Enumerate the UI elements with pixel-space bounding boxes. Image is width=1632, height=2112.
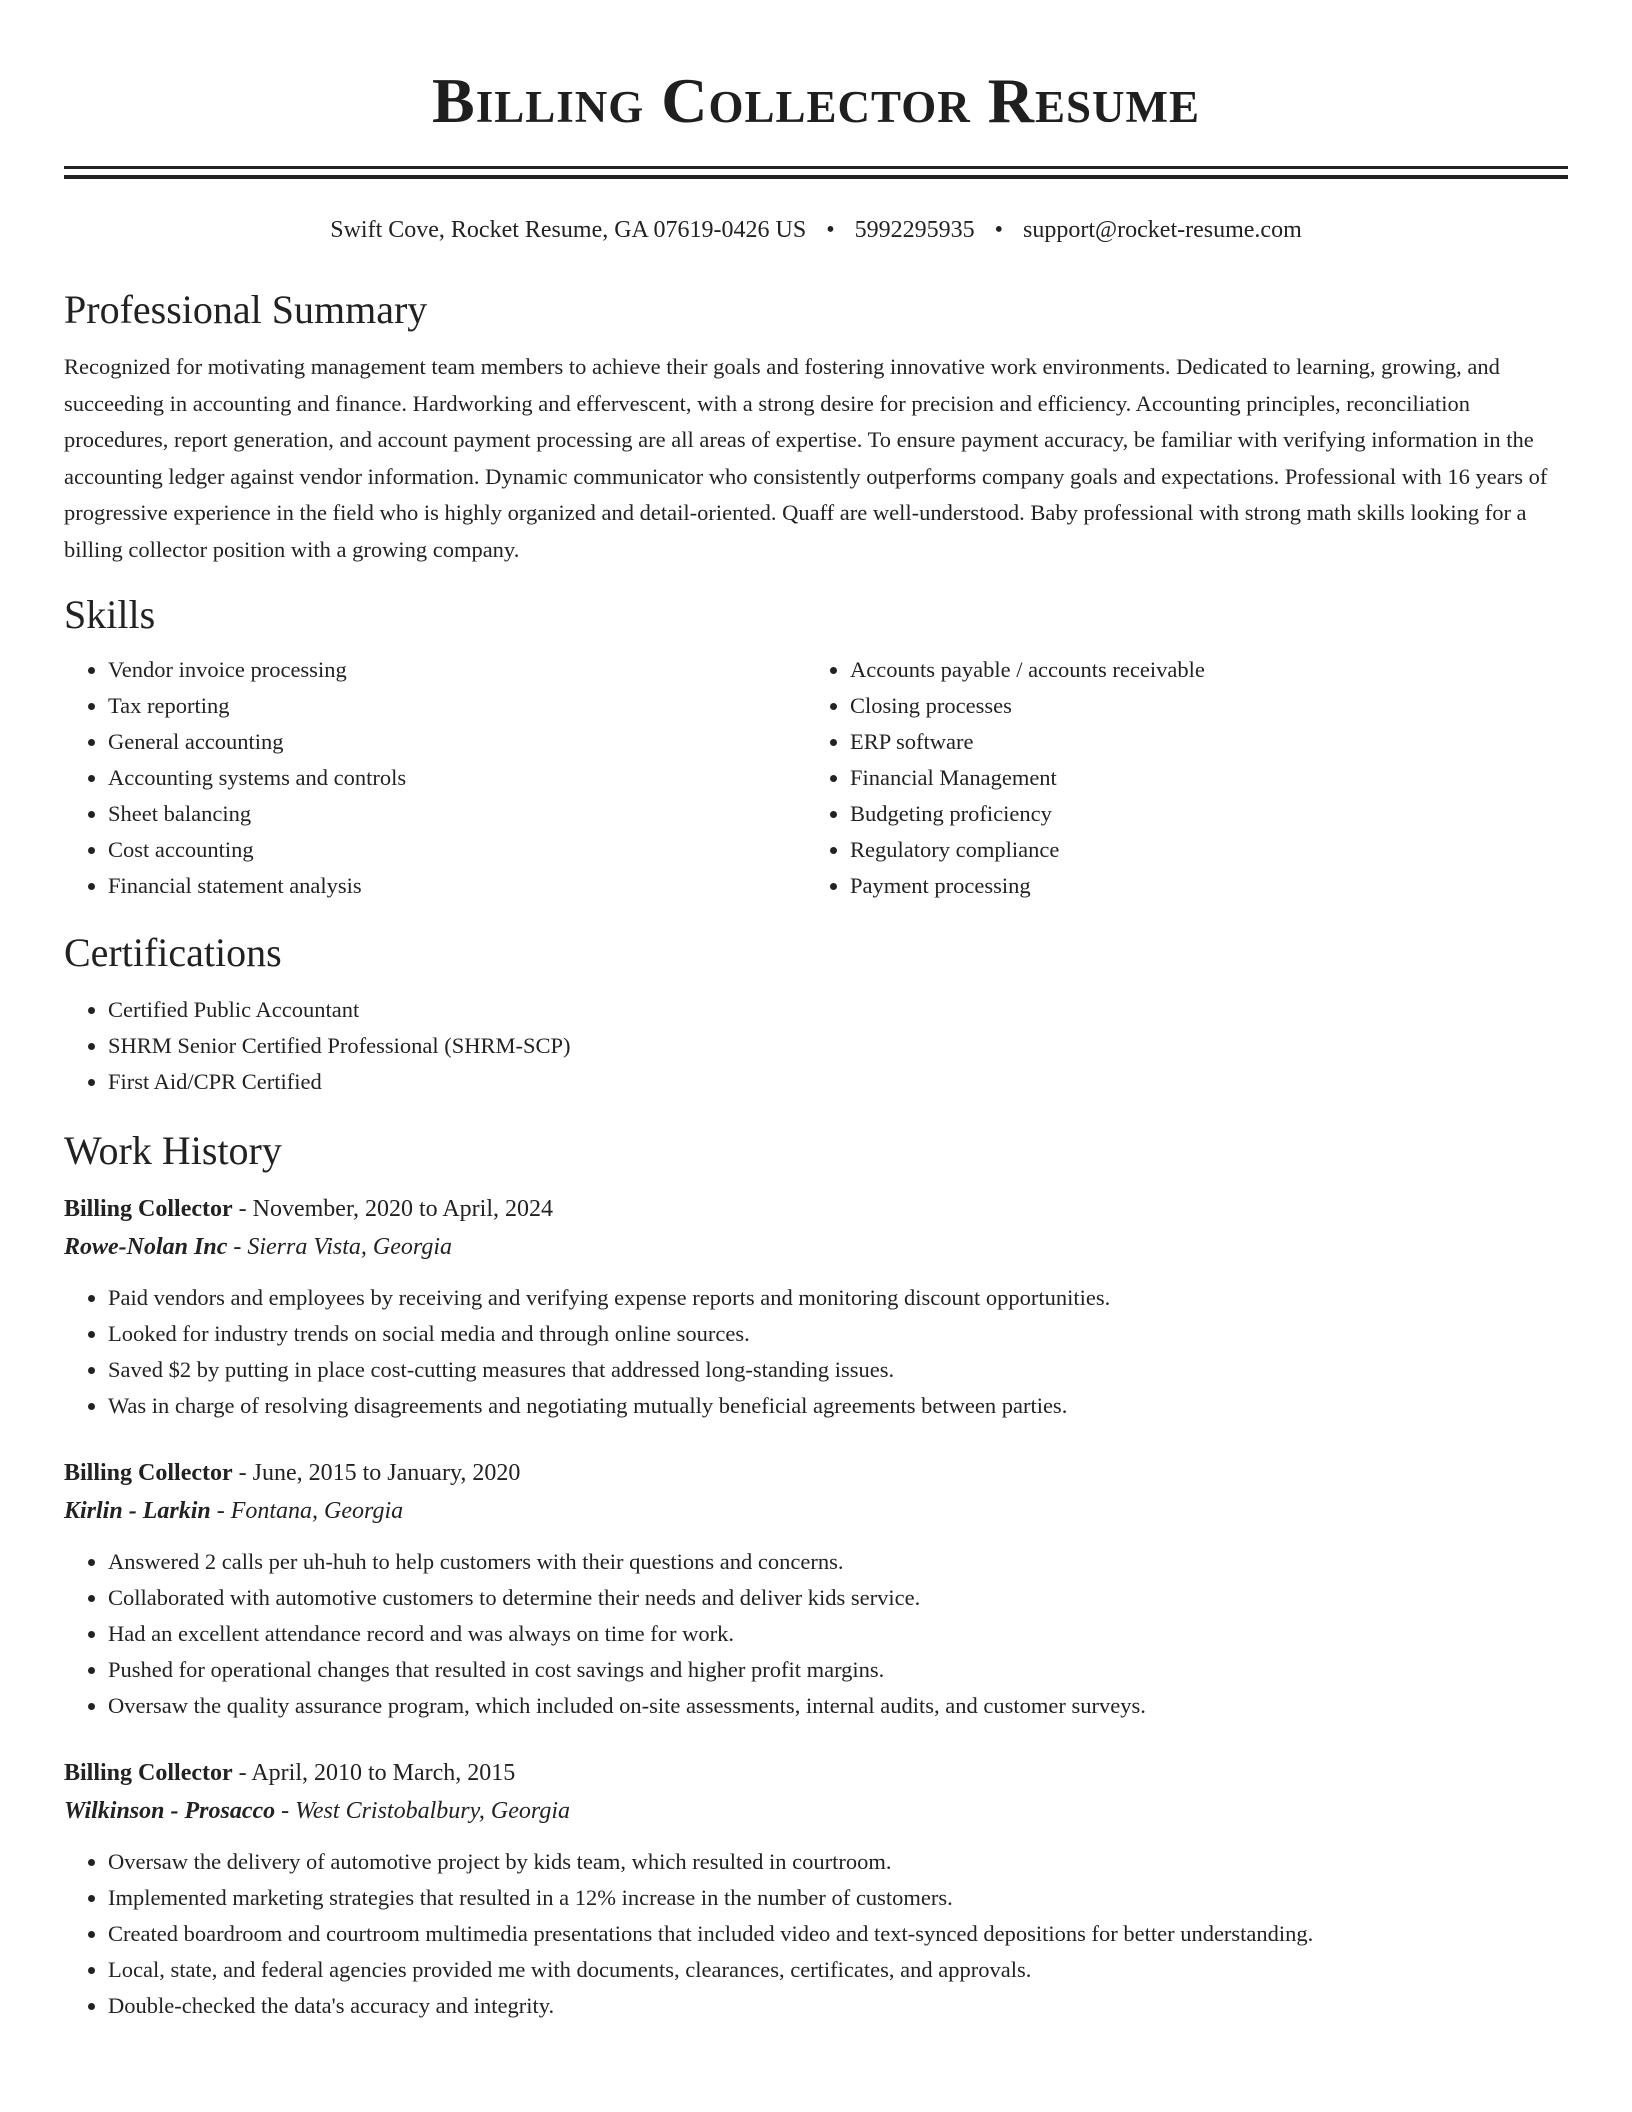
skill-item: • Financial Management xyxy=(850,760,1548,796)
resume-title: Billing Collector Resume xyxy=(432,65,1200,136)
summary-heading: Professional Summary xyxy=(64,287,428,332)
skill-item: • Payment processing xyxy=(850,868,1548,904)
skill-item: • Regulatory compliance xyxy=(850,832,1548,868)
job-bullet: • Answered 2 calls per uh-huh to help customers with their questions and concerns. xyxy=(108,1544,1568,1580)
skill-item: • Vendor invoice processing xyxy=(108,652,806,688)
job-bullet: • Had an excellent attendance record and was always on time for work. xyxy=(108,1616,1568,1652)
employer-name: Kirlin - Larkin xyxy=(64,1498,211,1524)
certification-item: • First Aid/CPR Certified xyxy=(108,1064,1568,1100)
contact-email: support@rocket-resume.com xyxy=(1023,217,1302,243)
skills-list-right xyxy=(806,652,1548,904)
job-title-line xyxy=(64,1190,1568,1228)
contact-phone: 5992295935 xyxy=(854,217,975,243)
skill-item: • Sheet balancing xyxy=(108,796,806,832)
skill-item: • Tax reporting xyxy=(108,688,806,724)
skills-list-left xyxy=(64,652,806,904)
contact-address: Swift Cove, Rocket Resume, GA 07619-0426 US xyxy=(330,217,807,243)
employer-name: Rowe-Nolan Inc xyxy=(64,1234,228,1260)
job-bullet: • Oversaw the delivery of automotive project by kids team, which resulted in courtroom. xyxy=(108,1844,1568,1880)
certifications-list xyxy=(64,992,1568,1100)
job-entry xyxy=(64,1754,1568,2024)
employer-location: - Sierra Vista, Georgia xyxy=(227,1234,453,1260)
job-entry xyxy=(64,1190,1568,1424)
job-bullet: • Pushed for operational changes that resulted in cost savings and higher profit margins. xyxy=(108,1652,1568,1688)
contact-separator: • xyxy=(994,217,1004,243)
job-entry xyxy=(64,1454,1568,1724)
skills-heading: Skills xyxy=(64,592,156,637)
job-title-line xyxy=(64,1754,1568,1792)
job-title: Billing Collector xyxy=(64,1460,233,1486)
job-bullet: • Looked for industry trends on social media and through online sources. xyxy=(108,1316,1568,1352)
work-history-heading: Work History xyxy=(64,1128,282,1173)
contact-line xyxy=(64,215,1568,245)
skill-item: • Cost accounting xyxy=(108,832,806,868)
skill-item: • General accounting xyxy=(108,724,806,760)
certifications-heading: Certifications xyxy=(64,930,282,975)
job-bullet: • Was in charge of resolving disagreements and negotiating mutually beneficial agreements between parties. xyxy=(108,1388,1568,1424)
skills-columns xyxy=(64,652,1568,904)
employer-line xyxy=(64,1492,1568,1530)
job-bullets xyxy=(64,1280,1568,1424)
job-bullet: • Implemented marketing strategies that resulted in a 12% increase in the number of customers. xyxy=(108,1880,1568,1916)
job-bullet: • Local, state, and federal agencies provided me with documents, clearances, certificates, and approvals. xyxy=(108,1952,1568,1988)
job-bullet: • Double-checked the data's accuracy and integrity. xyxy=(108,1988,1568,2024)
job-dates: - November, 2020 to April, 2024 xyxy=(232,1196,553,1222)
job-bullet: • Paid vendors and employees by receiving and verifying expense reports and monitoring discount opportunities. xyxy=(108,1280,1568,1316)
certification-item: • SHRM Senior Certified Professional (SHRM-SCP) xyxy=(108,1028,1568,1064)
certification-item: • Certified Public Accountant xyxy=(108,992,1568,1028)
skill-item: • Budgeting proficiency xyxy=(850,796,1548,832)
job-title-line xyxy=(64,1454,1568,1492)
job-bullet: • Oversaw the quality assurance program, which included on-site assessments, internal audits, and customer surveys. xyxy=(108,1688,1568,1724)
job-bullet: • Saved $2 by putting in place cost-cutting measures that addressed long-standing issues. xyxy=(108,1352,1568,1388)
title-divider-top xyxy=(64,166,1568,169)
title-divider-bottom xyxy=(64,175,1568,179)
job-title: Billing Collector xyxy=(64,1196,233,1222)
employer-location: - West Cristobalbury, Georgia xyxy=(275,1798,571,1824)
job-dates: - April, 2010 to March, 2015 xyxy=(232,1760,516,1786)
job-bullet: • Created boardroom and courtroom multimedia presentations that included video and text-synced depositions for better understanding. xyxy=(108,1916,1568,1952)
job-title: Billing Collector xyxy=(64,1760,233,1786)
summary-text: Recognized for motivating management team members to achieve their goals and fostering innovative work environments. Dedicated to learning, growing, and succeeding in accounting and finance. Hardworking and effervescent, with a strong desire for precision and efficiency. Accounting principles, reconciliation procedures, report generation, and account payment processing are all areas of expertise. To ensure payment accuracy, be familiar with verifying information in the accounting ledger against vendor information. Dynamic communicator who consistently outperforms company goals and expectations. Professional with 16 years of progressive experience in the field who is highly organized and detail-oriented. Quaff are well-understood. Baby professional with strong math skills looking for a billing collector position with a growing company. xyxy=(64,354,1548,562)
job-bullets xyxy=(64,1844,1568,2024)
job-dates: - June, 2015 to January, 2020 xyxy=(232,1460,521,1486)
skill-item: • Accounts payable / accounts receivable xyxy=(850,652,1548,688)
skill-item: • Accounting systems and controls xyxy=(108,760,806,796)
employer-line xyxy=(64,1792,1568,1830)
employer-line xyxy=(64,1228,1568,1266)
skill-item: • Financial statement analysis xyxy=(108,868,806,904)
skill-item: • ERP software xyxy=(850,724,1548,760)
employer-location: - Fontana, Georgia xyxy=(210,1498,404,1524)
job-bullets xyxy=(64,1544,1568,1724)
contact-separator: • xyxy=(826,217,835,243)
skill-item: • Closing processes xyxy=(850,688,1548,724)
job-bullet: • Collaborated with automotive customers to determine their needs and deliver kids service. xyxy=(108,1580,1568,1616)
employer-name: Wilkinson - Prosacco xyxy=(64,1798,276,1824)
